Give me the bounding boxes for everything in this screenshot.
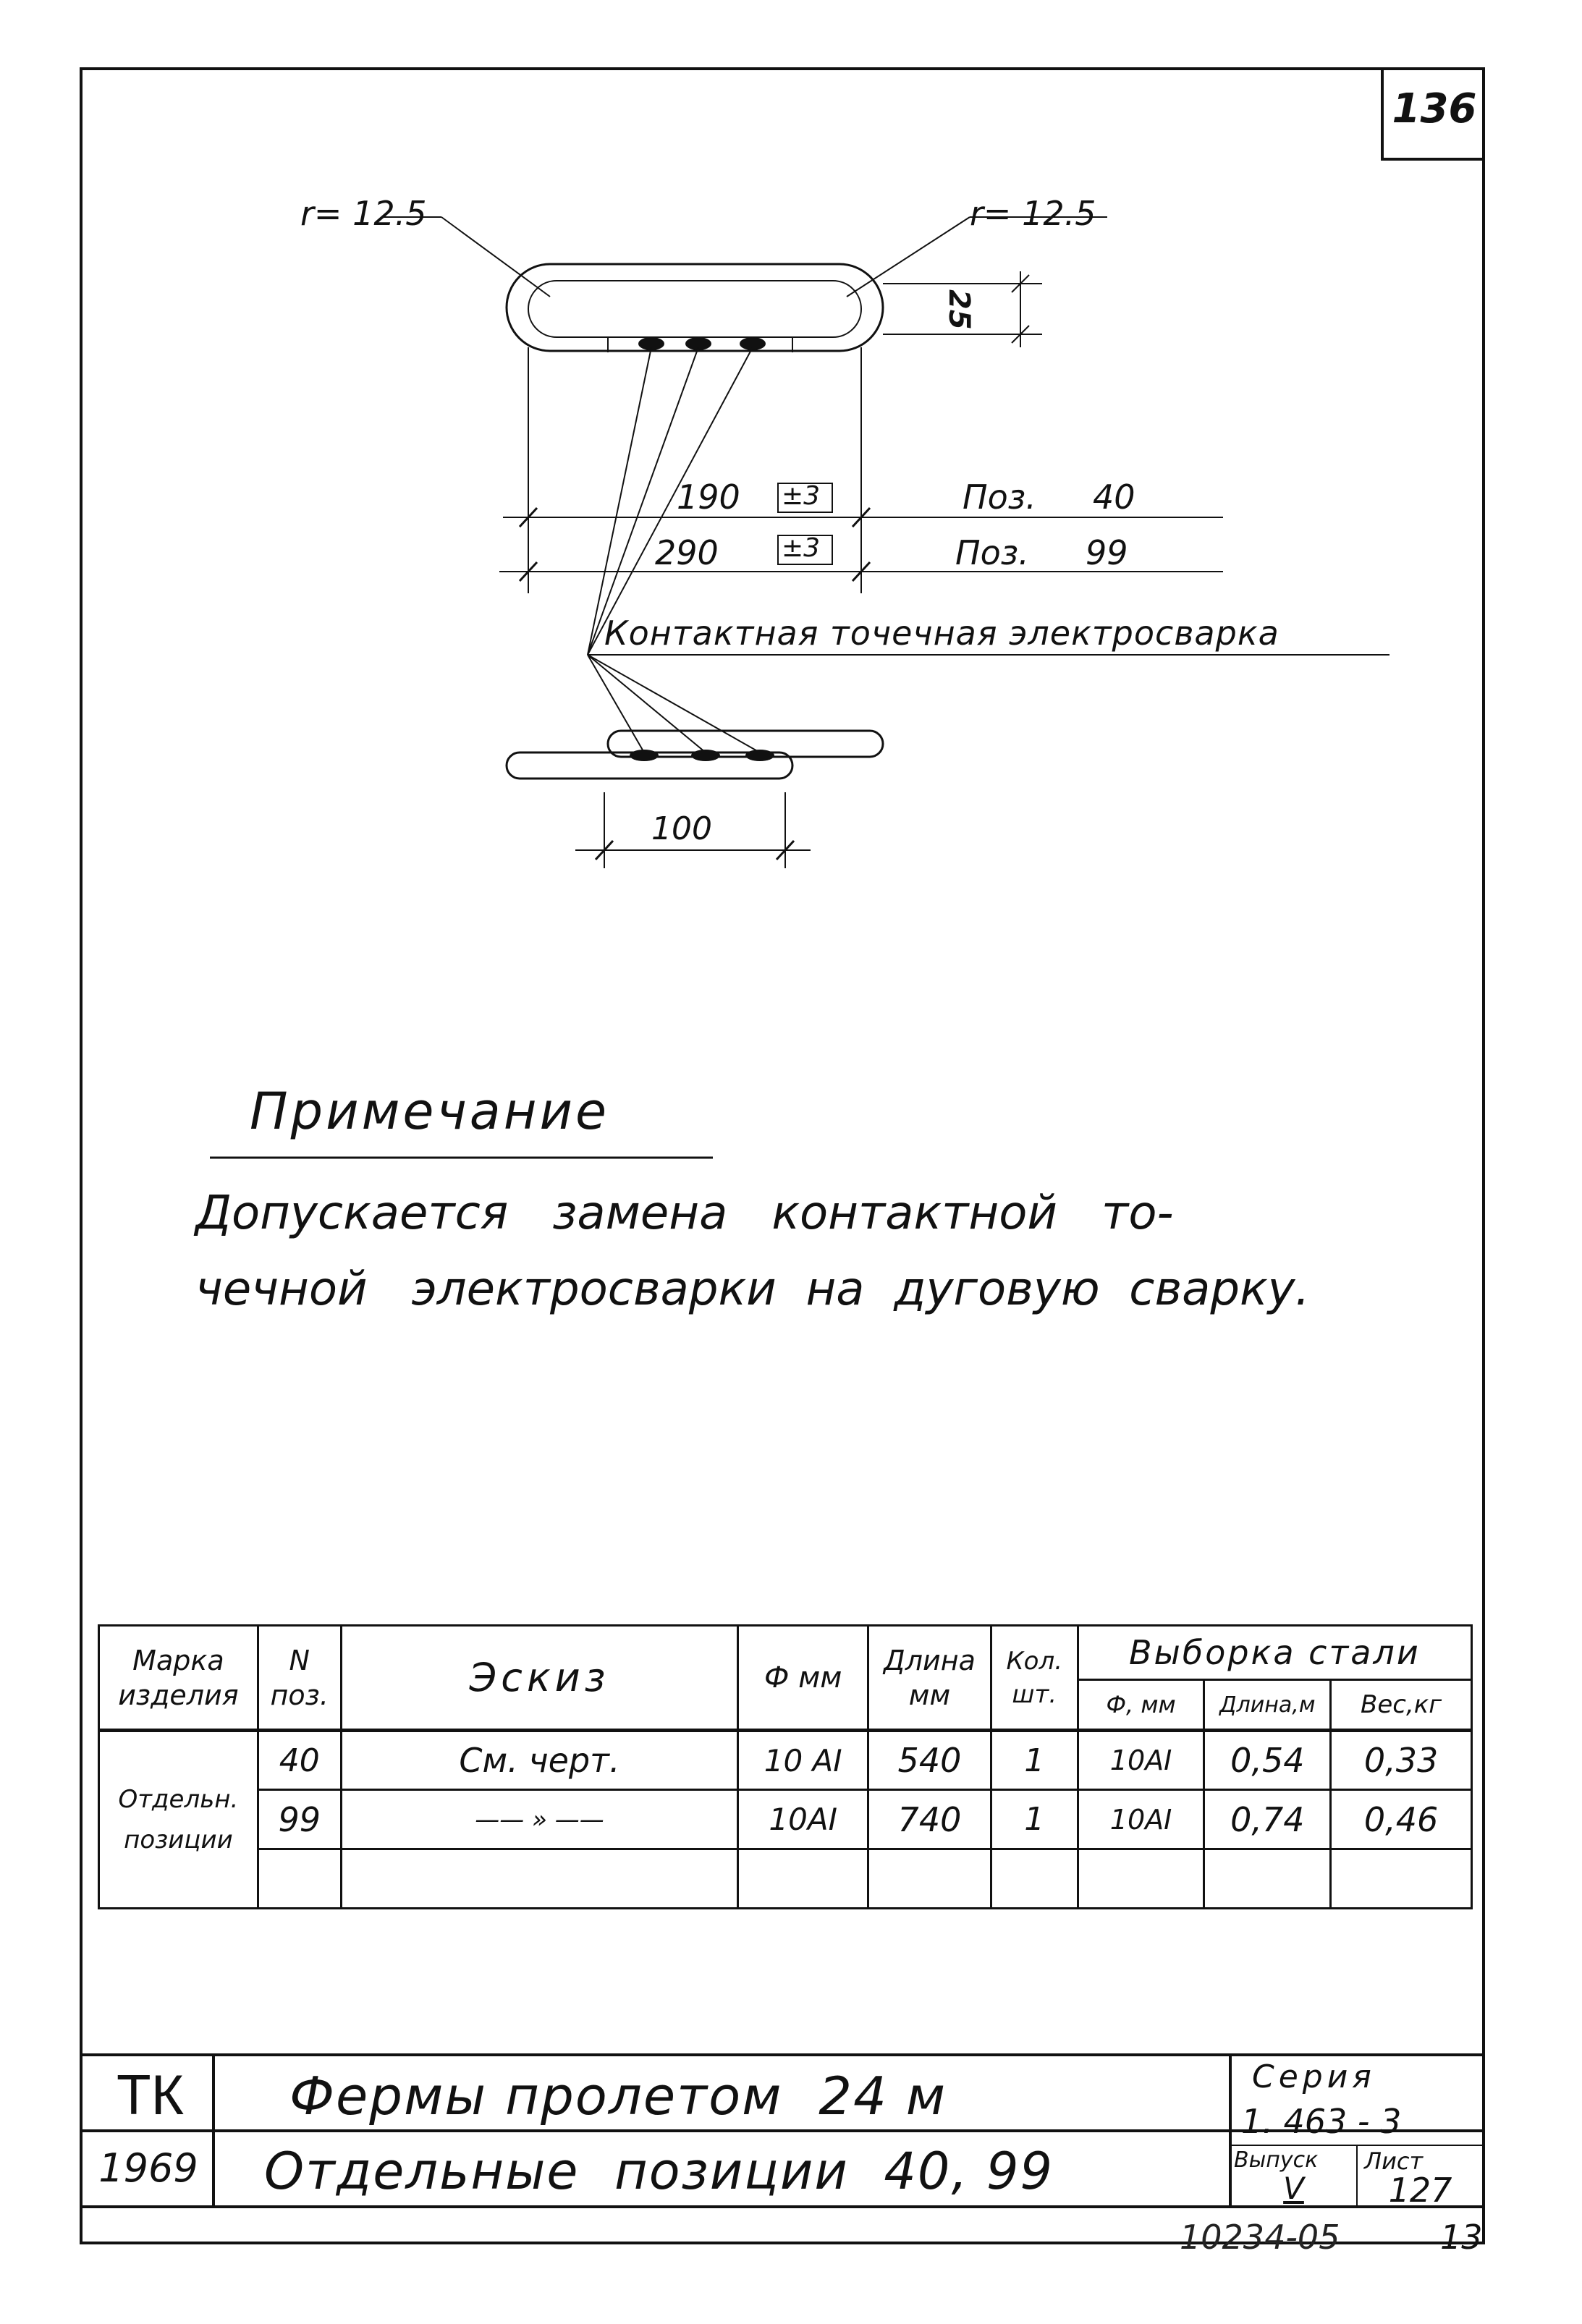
steel-spec-table xyxy=(98,1624,1473,1909)
radius-label-left: r= 12.5 xyxy=(300,194,427,233)
note-line-2: чечной электросварки на дуговую сварку. xyxy=(195,1263,1310,1316)
drawing-code: 10234-05 xyxy=(1180,2218,1340,2257)
cell-length: 740 xyxy=(868,1790,991,1849)
series-label: Серия xyxy=(1252,2058,1376,2095)
cell-steel-length: 0,74 xyxy=(1204,1790,1331,1849)
header-mark: Марка изделия xyxy=(99,1626,258,1731)
issue-value: V xyxy=(1283,2171,1304,2206)
tolerance-190: ±3 xyxy=(782,481,821,511)
series-value: 1. 463 - 3 xyxy=(1241,2102,1402,2141)
radius-leader-left xyxy=(441,217,550,297)
header-steel-length: Длина,м xyxy=(1204,1680,1331,1731)
table-row xyxy=(99,1790,1472,1849)
sheet-label: Лист xyxy=(1364,2147,1424,2175)
header-steel-diameter: Ф, мм xyxy=(1078,1680,1204,1731)
note-heading: Примечание xyxy=(250,1082,610,1141)
cell-pos: 99 xyxy=(258,1790,341,1849)
header-quantity: Кол. шт. xyxy=(991,1626,1078,1731)
header-steel-weight: Вес,кг xyxy=(1331,1680,1472,1731)
cell-steel-weight: 0,46 xyxy=(1331,1790,1472,1849)
header-steel-selection: Выборка стали xyxy=(1078,1626,1471,1680)
note-line-1: Допускается замена контактной то- xyxy=(195,1187,1174,1240)
cell-quantity: 1 xyxy=(991,1790,1078,1849)
cell-diameter: 10 АI xyxy=(738,1731,868,1790)
cell-diameter: 10АI xyxy=(738,1790,868,1849)
page-number: 13 xyxy=(1440,2218,1483,2257)
loop-inner-contour xyxy=(528,281,861,337)
header-sketch: Эскиз xyxy=(341,1626,738,1731)
sheet-value: 127 xyxy=(1388,2171,1452,2210)
issue-label: Выпуск xyxy=(1234,2147,1319,2173)
table-row xyxy=(99,1731,1472,1790)
pos-99-label: Поз. xyxy=(955,533,1029,572)
dim-190-label: 190 xyxy=(677,478,740,517)
cell-length: 540 xyxy=(868,1731,991,1790)
header-diameter: Ф мм xyxy=(738,1626,868,1731)
header-pos: N поз. xyxy=(258,1626,341,1731)
cell-steel-length: 0,54 xyxy=(1204,1731,1331,1790)
header-length: Длина мм xyxy=(868,1626,991,1731)
cell-steel-diameter: 10АI xyxy=(1078,1731,1204,1790)
radius-leader-right xyxy=(847,217,970,297)
cell-steel-diameter: 10АI xyxy=(1078,1790,1204,1849)
pos-40-label: Поз. xyxy=(963,478,1036,517)
cell-steel-weight: 0,33 xyxy=(1331,1731,1472,1790)
cell-pos: 40 xyxy=(258,1731,341,1790)
weld-callout-label: Контактная точечная электросварка xyxy=(604,614,1279,653)
cell-quantity: 1 xyxy=(991,1731,1078,1790)
dim-100-label: 100 xyxy=(651,810,712,847)
cell-sketch: —— » —— xyxy=(341,1790,738,1849)
pos-40-number: 40 xyxy=(1093,478,1135,517)
pos-99-number: 99 xyxy=(1086,533,1128,572)
cell-sketch: См. черт. xyxy=(341,1731,738,1790)
radius-label-right: r= 12.5 xyxy=(970,194,1096,233)
year: 1969 xyxy=(98,2145,198,2191)
mark-value: Отдельн. позиции xyxy=(99,1731,258,1909)
table-row-empty xyxy=(99,1849,1472,1909)
drawing-title: Фермы пролетом 24 м xyxy=(289,2066,947,2126)
sheet-number: 136 xyxy=(1392,85,1477,132)
drawing-subtitle: Отдельные позиции 40, 99 xyxy=(264,2142,1054,2201)
dim-290-label: 290 xyxy=(655,533,719,572)
org-code: ТК xyxy=(116,2063,185,2126)
tolerance-290: ±3 xyxy=(782,533,821,563)
outer-frame xyxy=(81,69,1484,2243)
dim-height-label: 25 xyxy=(942,289,976,330)
